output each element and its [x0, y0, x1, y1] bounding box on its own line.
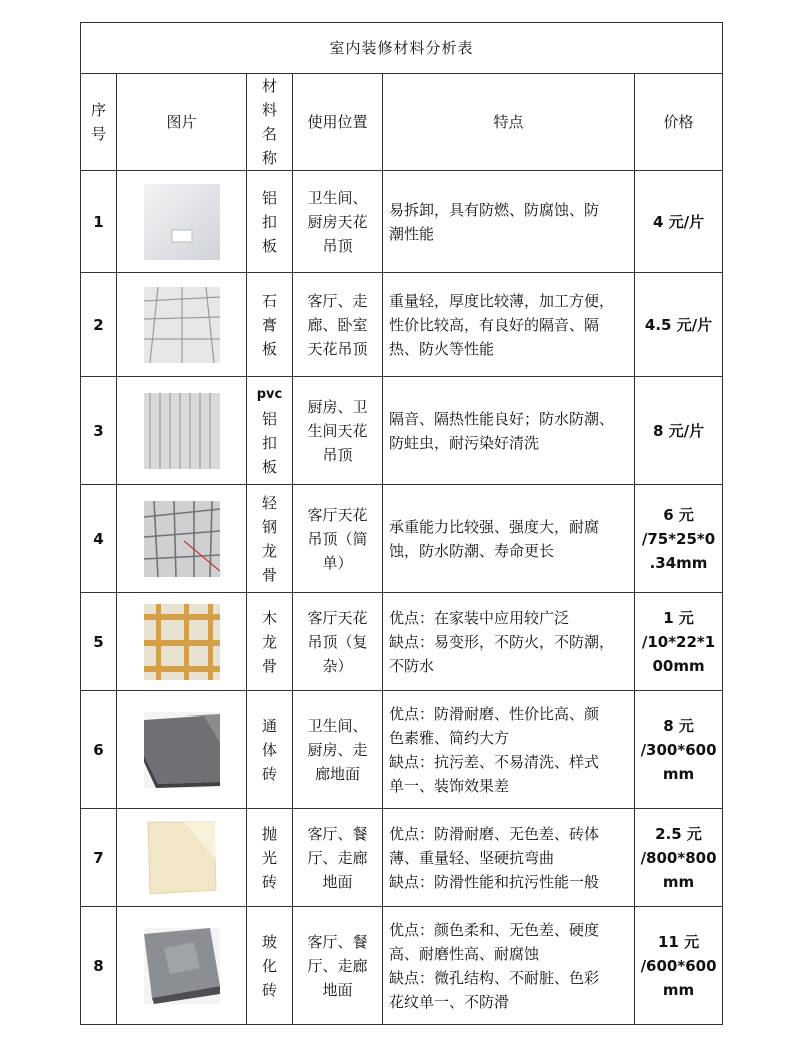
header-row	[81, 74, 723, 171]
material-image-cell	[117, 377, 247, 485]
features: 优点：防滑耐磨、无色差、砖体 薄、重量轻、坚硬抗弯曲 缺点：防滑性能和抗污性能一般	[383, 809, 635, 907]
header-material: 材料名称	[247, 74, 293, 171]
price: 8 元/片	[635, 377, 723, 485]
row-number: 8	[81, 907, 117, 1025]
row-number: 3	[81, 377, 117, 485]
header-price: 价格	[635, 74, 723, 171]
features: 优点：颜色柔和、无色差、硬度 高、耐磨性高、耐腐蚀 缺点：微孔结构、不耐脏、色彩 花纹单一、不防滑	[383, 907, 635, 1025]
material-name: pvc 铝 扣 板	[247, 377, 293, 485]
aluminum-panel-image	[144, 184, 220, 260]
usage-location: 客厅天花 吊顶（简 单）	[293, 485, 383, 593]
price: 1 元 /10*22*1 00mm	[635, 593, 723, 691]
pvc-ceiling-image	[144, 393, 220, 469]
table-row	[81, 485, 723, 593]
header-features: 特点	[383, 74, 635, 171]
material-image-cell	[117, 171, 247, 273]
usage-location: 客厅、餐 厅、走廊 地面	[293, 809, 383, 907]
header-no: 序号	[81, 74, 117, 171]
row-number: 2	[81, 273, 117, 377]
row-number: 6	[81, 691, 117, 809]
price: 11 元 /600*600 mm	[635, 907, 723, 1025]
table-row	[81, 809, 723, 907]
table-row	[81, 273, 723, 377]
usage-location: 客厅、餐 厅、走廊 地面	[293, 907, 383, 1025]
row-number: 4	[81, 485, 117, 593]
row-number: 1	[81, 171, 117, 273]
material-name: 轻 钢 龙 骨	[247, 485, 293, 593]
material-image-cell	[117, 809, 247, 907]
materials-table	[80, 22, 723, 1025]
material-name: 石 膏 板	[247, 273, 293, 377]
material-image-cell	[117, 593, 247, 691]
wood-keel-image	[144, 604, 220, 680]
gypsum-ceiling-image	[144, 287, 220, 363]
usage-location: 厨房、卫 生间天花 吊顶	[293, 377, 383, 485]
usage-location: 客厅、走 廊、卧室 天花吊顶	[293, 273, 383, 377]
vitrified-tile-image	[144, 928, 220, 1004]
material-name: 铝 扣 板	[247, 171, 293, 273]
row-number: 7	[81, 809, 117, 907]
price: 6 元 /75*25*0 .34mm	[635, 485, 723, 593]
price: 4.5 元/片	[635, 273, 723, 377]
material-name: 抛 光 砖	[247, 809, 293, 907]
table-title: 室内装修材料分析表	[81, 23, 723, 74]
through-body-tile-image	[144, 712, 220, 788]
table-row	[81, 907, 723, 1025]
features: 承重能力比较强、强度大，耐腐 蚀，防水防潮、寿命更长	[383, 485, 635, 593]
features: 优点：在家装中应用较广泛 缺点：易变形，不防火，不防潮， 不防水	[383, 593, 635, 691]
material-image-cell	[117, 273, 247, 377]
price: 8 元 /300*600 mm	[635, 691, 723, 809]
header-image: 图片	[117, 74, 247, 171]
table-row	[81, 171, 723, 273]
features: 易拆卸，具有防燃、防腐蚀、防 潮性能	[383, 171, 635, 273]
table-row	[81, 377, 723, 485]
material-image-cell	[117, 907, 247, 1025]
features: 优点：防滑耐磨、性价比高、颜 色素雅、简约大方 缺点：抗污差、不易清洗、样式 单一、装饰效果差	[383, 691, 635, 809]
material-image-cell	[117, 691, 247, 809]
table-row	[81, 593, 723, 691]
table-row	[81, 691, 723, 809]
price: 2.5 元 /800*800 mm	[635, 809, 723, 907]
price: 4 元/片	[635, 171, 723, 273]
polished-tile-image	[144, 820, 220, 896]
features: 隔音、隔热性能良好；防水防潮、 防蛀虫，耐污染好清洗	[383, 377, 635, 485]
steel-keel-image	[144, 501, 220, 577]
features: 重量轻，厚度比较薄，加工方便， 性价比较高，有良好的隔音、隔 热、防火等性能	[383, 273, 635, 377]
row-number: 5	[81, 593, 117, 691]
material-name: 玻 化 砖	[247, 907, 293, 1025]
usage-location: 卫生间、 厨房天花 吊顶	[293, 171, 383, 273]
material-name: 木 龙 骨	[247, 593, 293, 691]
usage-location: 客厅天花 吊顶（复 杂）	[293, 593, 383, 691]
usage-location: 卫生间、 厨房、走 廊地面	[293, 691, 383, 809]
header-location: 使用位置	[293, 74, 383, 171]
material-image-cell	[117, 485, 247, 593]
material-name: 通 体 砖	[247, 691, 293, 809]
table-body	[81, 171, 723, 1025]
